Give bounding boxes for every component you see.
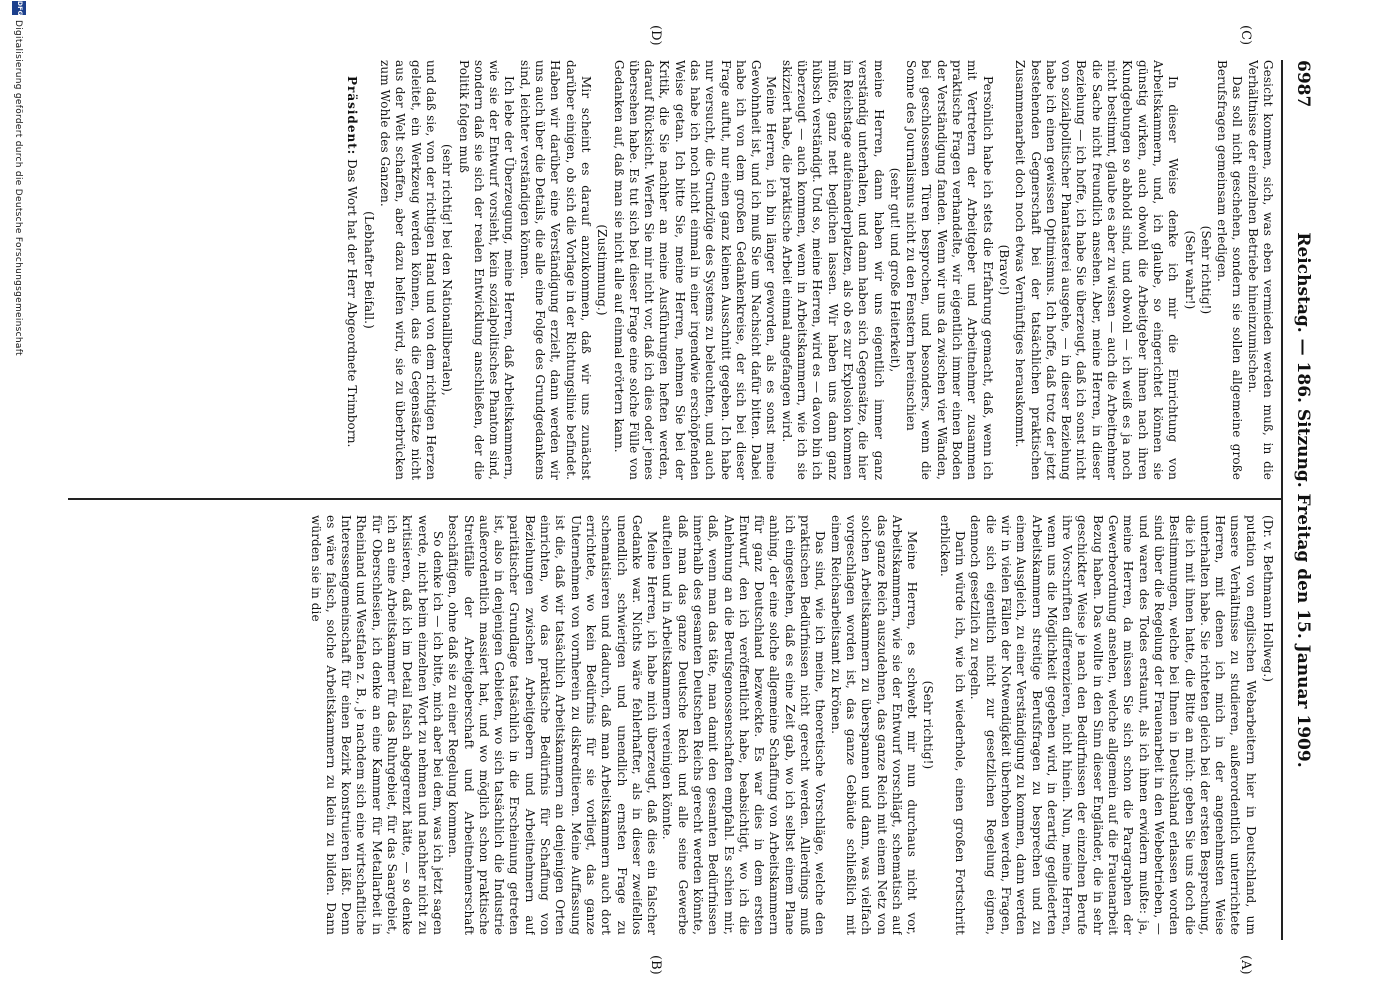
paragraph: So denke ich — ich bitte, mich aber bei dem, was ich jetzt sagen werde, nicht beim einzelnen Wort zu nehmen und nachher nicht zu kritisieren, daß ich im Detail falsch abgegrenzt hätte, — so denke ich an eine Arbeitskammer für das Ruhrgebiet, für das Saargebiet, für Oberschlesien, ich denke an eine Kammer für Metallarbeit in Rheinland und Westfalen z. B., je nachdem sich eine wirtschaftliche Interessengemeinschaft für einen Bezirk konstruieren läßt. Denn es wäre falsch, solche Arbeitskammern zu klein zu bilden. Dann würden sie in die bbox=[308, 515, 445, 935]
paragraph: meine Herren, dann haben wir uns eigentlich immer ganz verständig unterhalten, und dann haben sich Gegensätze, die hier im Reichstage aufeinanderplatzen, als ob es zur Explosion kommen müßte, ganz nett beglichen lassen. Wir haben uns dann ganz hübsch verständigt. Und so, meine Herren, wird es — davon bin ich überzeugt — auch kommen, wenn in Arbeitskammern, wie ich sie skizziert habe, die praktische Arbeit einmal angefangen wird. bbox=[779, 60, 886, 480]
interjection: (Bravo!) bbox=[996, 244, 1011, 296]
paragraph: Das soll nicht geschehen, sondern sie sollen allgemeine große Berufsfragen gemeinsam erledigen. bbox=[1215, 60, 1245, 480]
paragraph: Meine Herren, ich bin länger geworden, als es sonst meine Gewohnheit ist, und ich muß Sie um Nachsicht dafür bitten. Dabei habe ich von dem großen Gedankenkreise, der sich bei dieser Frage auftut, nur einen ganz kleinen Ausschnitt gegeben. Ich habe nur versucht, die Grundzüge des Systems zu beleuchten, und auch das habe ich noch nicht einmal in einer irgendwie erschöpfenden Weise getan. Ich bitte Sie, meine Herren, nehmen Sie bei der Kritik, die Sie nachher an meine Ausführungen heften werden, darauf Rücksicht. Werfen Sie mir nicht vor, daß ich dies oder jenes übersehen habe. Es tut sich bei dieser Frage eine solche Fülle von Gedanken auf, daß man sie nicht alle auf einmal erörtern kann. bbox=[611, 60, 779, 480]
paragraph: Darin würde ich, wie ich wiederhole, einen großen Fortschritt erblicken. bbox=[937, 515, 968, 935]
margin-marker-c: (C) bbox=[1238, 25, 1253, 46]
header-rule bbox=[1281, 60, 1283, 940]
interjection: (sehr richtig! bei den Nationalliberalen), bbox=[440, 144, 455, 396]
funding-notice: Digitalisierung gefördert durch die Deutsche Forschungsgemeinschaft bbox=[13, 20, 23, 356]
text-column-right bbox=[75, 515, 1275, 935]
column-divider bbox=[68, 498, 1283, 500]
margin-marker-b: (B) bbox=[648, 955, 663, 975]
speaker-label: Präsident: bbox=[345, 76, 360, 156]
president-statement bbox=[344, 60, 359, 480]
running-title: Reichstag. — 186. Sitzung. Freitag den 15. Januar 1909. bbox=[1293, 232, 1313, 768]
interjection: (Lebhafter Beifall.) bbox=[361, 211, 376, 329]
interjection: (Sehr richtig!) bbox=[1198, 225, 1213, 315]
paragraph: In dieser Weise denke ich mir die Einrichtung von Arbeitskammern, und, ich glaube, so eingerichtet können sie günstig wirken, auch obwohl die Arbeitgeber ihnen nach ihren Kundgebungen so abhold sind, und obwohl — ich weiß es ja noch nicht bestimmt, glaube es aber zu wissen — auch die Arbeitnehmer die Sache nicht freundlich ansehen. Aber, meine Herren, in dieser Beziehung — ich hoffe, ich habe Sie überzeugt, daß ich sonst nicht von sozialpolitischer Phantasterei ausgehe, — in dieser Beziehung habe ich einen gewissen Optimismus. Ich hoffe, daß trotz der jetzt bestehenden Gegnerschaft bei der tatsächlichen praktischen Zusammenarbeit doch noch etwas Vernünftiges herauskommt. bbox=[1013, 60, 1181, 480]
margin-marker-d: (D) bbox=[648, 25, 663, 46]
interjection: (sehr gut! und große Heiterkeit), bbox=[887, 167, 902, 373]
interjection: (Sehr richtig!) bbox=[921, 680, 936, 770]
paragraph: und daß sie, von der richtigen Hand und von dem richtigen Herzen geleitet, ein Werkzeug werden können, das die Gegensätze nicht aus der Welt schaffen, aber dazu helfen wird, sie zu überbrücken zum Wohle des Ganzen. bbox=[378, 60, 438, 480]
paragraph: putation von englischen Webarbeitern hier in Deutschland, um unsere Verhältnisse zu studieren, außerordentlich unterrichtete Herren, mit denen ich mich in der angenehmsten Weise unterhalten habe. Sie richteten gleich bei der ersten Besprechung, die ich mit ihnen hatte, die Bitte an mich: geben Sie uns doch die Bestimmungen, welche bei Ihnen in Deutschland erlassen worden sind über die Regelung der Frauenarbeit in den Webebetrieben, — und waren des Todes erstaunt, als ich ihnen erwidern mußte: ja, meine Herren, da müssen Sie sich schon die Paragraphen der Gewerbeordnung ansehen, welche allgemein auf die Frauenarbeit Bezug haben. Das wollte in den Sinn dieser Engländer, die in sehr geschickter Weise je nach den Bedürfnissen der einzelnen Berufe ihre Vorschriften differenzieren, nicht hinein. Nun, meine Herren, wenn uns die Möglichkeit gegeben wird, in derartig gegliederten Arbeitskammern streitige Berufsfragen zu besprechen und zu einem Ausgleich, zu einer Verständigung zu kommen, dann werden wir in vielen Fällen der Notwendigkeit überhoben werden, Fragen, die sich eigentlich nicht zur gesetzlichen Regelung eignen, dennoch gesetzlich zu regeln. bbox=[968, 515, 1258, 935]
paragraph: Ich lebe der Überzeugung, meine Herren, daß Arbeitskammern, wie sie der Entwurf vorsieht, kein sozialpolitisches Phantom sind, sondern daß sie sich der realen Entwicklung anschließen, der die Politik folgen muß bbox=[456, 60, 517, 480]
interjection: (Sehr wahr!) bbox=[1182, 230, 1197, 310]
page-header bbox=[1285, 60, 1315, 940]
page-number: 6987 bbox=[1293, 60, 1313, 108]
paragraph: Mir scheint es darauf anzukommen, daß wir uns zunächst darüber einigen, ob sich die Vorlage in der Richtungslinie befindet. Haben wir darüber eine Verständigung erzielt, dann werden wir uns auch über die Details, die alle eine Folge des Grundgedankens sind, leichter verständigen können. bbox=[517, 60, 593, 480]
margin-marker-a: (A) bbox=[1238, 955, 1253, 975]
statement-text: Das Wort hat der Herr Abgeordnete Trimborn. bbox=[345, 159, 360, 448]
paragraph: Meine Herren, ich habe mich überzeugt, daß dies ein falscher Gedanke war. Nichts wäre fehlerhafter, als in dieser zweifellos unendlich schwierigen und unendlich ernsten Frage zu schematisieren und dadurch, daß man Arbeitskammern auch dort errichtete, wo kein Bedürfnis für sie vorliegt, das ganze Unternehmen von vornherein zu diskreditieren. Meine Auffassung ist die, daß wir tatsächlich Arbeitskammern an denjenigen Orten einrichten, wo das praktische Bedürfnis für Schaffung von Beziehungen zwischen Arbeitgebern und Arbeitnehmern auf paritätischer Grundlage tatsächlich in die Erscheinung getreten ist, also in denjenigen Gebieten, wo sich tatsächlich die Industrie außerordentlich massiert hat, und wo möglich schon praktische Streitfälle der Arbeitgeberschaft und Arbeitnehmerschaft beschäftigen, ohne daß sie zu einer Regelung kommen. bbox=[446, 515, 660, 935]
paragraph: Persönlich habe ich stets die Erfahrung gemacht, daß, wenn ich mit Vertretern der Arbeitgeber und Arbeitnehmer zusammen praktische Fragen verhandelte, wir eigentlich immer einen Boden der Verständigung fanden. Wenn wir uns da zwischen vier Wänden, bei geschlossenen Türen besprochen, und besonders, wenn die Sonne des Journalismus nicht zu den Fenstern hereinschien bbox=[904, 60, 995, 480]
text-column-left bbox=[75, 60, 1275, 480]
paragraph: Das sind, wie ich meine, theoretische Vorschläge, welche den praktischen Bedürfnissen nicht gerecht werden. Allerdings muß ich eingestehen, daß es eine Zeit gab, wo ich selbst einem Plane anhing, der eine solche allgemeine Schaffung von Arbeitskammern für ganz Deutschland bezweckte. Es war dies in dem ersten Entwurf, den ich veröffentlicht habe, beabsichtigt, wo ich die Anlehnung an die Berufsgenossenschaften empfahl. Es schien mir, daß, wenn man das täte, man damit den gesamten Bedürfnissen innerhalb des gesamten Deutschen Reichs gerecht werden könnte, daß man das ganze Deutsche Reich und alle seine Gewerbe aufteilen und in Arbeitskammern vereinigen könnte. bbox=[660, 515, 828, 935]
paragraph: Meine Herren, es schwebt mir nun durchaus nicht vor, Arbeitskammern, wie sie der Entwurf vorschlägt, schematisch auf das ganze Reich auszudehnen, das ganze Reich mit einem Netz von solchen Arbeitskammern zu überspannen und dann, was vielfach vorgeschlagen worden ist, das ganze Gebäude schließlich mit einem Reichsarbeitsamt zu krönen. bbox=[828, 515, 920, 935]
paragraph: Gesicht kommen, sich, was eben vermieden werden muß, in die Verhältnisse der einzelnen Betriebe hineinzumischen. bbox=[1245, 60, 1275, 480]
speaker-heading: (Dr. v. Bethmann Hollweg.) bbox=[1261, 515, 1275, 683]
interjection: (Zustimmung.) bbox=[595, 224, 610, 316]
dfg-logo-icon: DFG bbox=[12, 1, 26, 15]
